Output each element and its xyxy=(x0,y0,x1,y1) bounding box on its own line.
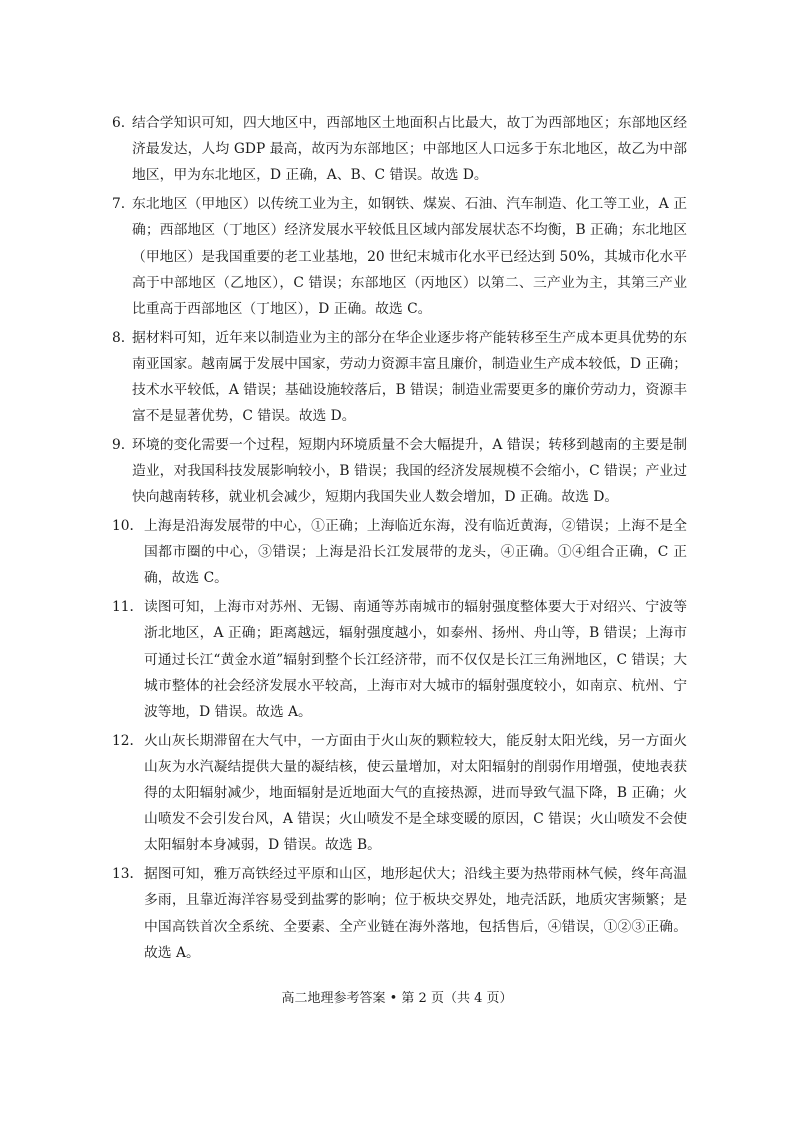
answer-number: 11． xyxy=(112,599,144,616)
answer-text: 据材料可知，近年来以制造业为主的部分在华企业逐步将产能转移至生产成本更具优势的东南亚国家。越南属于发展中国家，劳动力资源丰富且廉价，制造业生产成本较低，D 正确；技术水平较低，A 错误；基础设施较落后，B 错误；制造业需要更多的廉价劳动力，资源丰富不是显著优势，C 错误。故选 D。 xyxy=(132,329,687,425)
answer-item-11 xyxy=(112,594,687,725)
answer-item-9 xyxy=(112,432,687,511)
answer-item-7 xyxy=(112,191,687,322)
answer-list xyxy=(112,110,687,969)
answer-text: 东北地区（甲地区）以传统工业为主，如钢铁、煤炭、石油、汽车制造、化工等工业，A 正确；西部地区（丁地区）经济发展水平较低且区域内部发展状态不均衡，B 正确；东北地区（甲地区）是我国重要的老工业基地，20 世纪末城市化水平已经达到 50%，其城市化水平高于中部地区（乙地区），C 错误；东部地区（丙地区）以第二、三产业为主，其第三产业比重高于西部地区（丁地区），D 正确。故选 C。 xyxy=(132,196,687,317)
answer-text: 读图可知，上海市对苏州、无锡、南通等苏南城市的辐射强度整体要大于对绍兴、宁波等浙北地区，A 正确；距离越远，辐射强度越小，如泰州、扬州、舟山等，B 错误；上海市可通过长江“黄金水道”辐射到整个长江经济带，而不仅仅是长江三角洲地区，C 错误；大城市整体的社会经济发展水平较高，上海市对大城市的辐射强度较小，如南京、杭州、宁波等地，D 错误。故选 A。 xyxy=(144,599,687,720)
answer-text: 上海是沿海发展带的中心，①正确；上海临近东海，没有临近黄海，②错误；上海不是全国都市圈的中心，③错误；上海是沿长江发展带的龙头，④正确。①④组合正确，C 正确，故选 C。 xyxy=(144,518,687,587)
answer-text: 火山灰长期滞留在大气中，一方面由于火山灰的颗粒较大，能反射太阳光线，另一方面火山灰为水汽凝结提供大量的凝结核，使云量增加，对太阳辐射的削弱作用增强，使地表获得的太阳辐射减少，地面辐射是近地面大气的直接热源，进而导致气温下降，B 正确；火山喷发不会引发台风，A 错误；火山喷发不是全球变暖的原因，C 错误；火山喷发不会使太阳辐射本身减弱，D 错误。故选 B。 xyxy=(144,732,687,854)
answer-text: 据图可知，雅万高铁经过平原和山区，地形起伏大；沿线主要为热带雨林气候，终年高温多雨，且靠近海洋容易受到盐雾的影响；位于板块交界处，地壳活跃，地质灾害频繁；是中国高铁首次全系统、全要素、全产业链在海外落地，包括售后，④错误，①②③正确。故选 A。 xyxy=(144,866,687,961)
answer-number: 7. xyxy=(112,196,126,213)
answer-text: 结合学知识可知，四大地区中，西部地区土地面积占比最大，故丁为西部地区；东部地区经济最发达，人均 GDP 最高，故丙为东部地区；中部地区人口远多于东北地区，故乙为中部地区，甲为东北地区，D 正确，A、B、C 错误。故选 D。 xyxy=(132,115,687,184)
answer-item-6 xyxy=(112,110,687,189)
answer-number: 9. xyxy=(112,436,126,453)
answer-item-13 xyxy=(112,861,687,966)
answer-item-10 xyxy=(112,513,687,592)
answer-item-12 xyxy=(112,728,687,859)
answer-item-8 xyxy=(112,325,687,430)
answer-number: 8. xyxy=(112,329,126,346)
answer-text: 环境的变化需要一个过程，短期内环境质量不会大幅提升，A 错误；转移到越南的主要是制造业，对我国科技发展影响较小，B 错误；我国的经济发展规模不会缩小，C 错误；产业过快向越南转移，就业机会减少，短期内我国失业人数会增加，D 正确。故选 D。 xyxy=(132,436,687,506)
answer-number: 13． xyxy=(112,866,144,883)
page-footer: 高二地理参考答案 • 第 2 页（共 4 页） xyxy=(281,991,513,1006)
answer-number: 10． xyxy=(112,518,144,535)
answer-number: 12． xyxy=(112,732,144,749)
answer-number: 6. xyxy=(112,115,126,131)
